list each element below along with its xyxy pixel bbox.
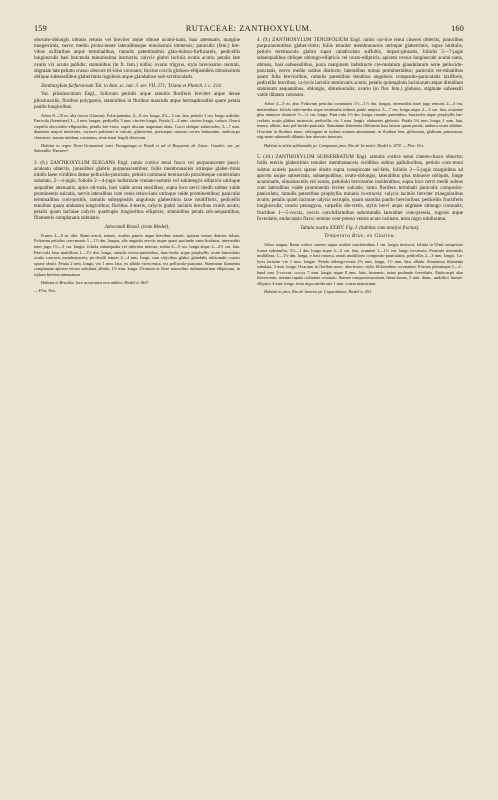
- right-text-column: [257, 37, 463, 297]
- text-paragraph: Habitat in silvis subhumidis pr. Campinam prov. Rio de Ja-neiro: Riedel n. 673! — Flor. Oct.: [264, 142, 425, 148]
- text-paragraph: 3. (8.) ZANTHOXYLUM ELEGANS Engl. ramis cortice tenui fusco vel purpurascente pauci-aculeato obtectis, junioribus glabris purpurascentibus; foliis membranaceis utrinque glaber-rimis nitidis laete viridibus dense pellucido-punctatis, petiolo communi tereiusculo proximeque conniculato subalato, 2—4-jugis; foliolis 2—4-jugis indistincte crenato-serratis vel subintegris ellipticis utrinque aequaliter attenuatis, apice ob-tusis, basi valde acuta sessilibus, supra loco nervi medii subtus valde prominentis sulcatis, nervis lateralibus cum venis reticu-latis utrinque valde prominentibus; paniculis terminalibus com-positis, ramulis suboppositis angulosis glaberrimis laxe multifloris, pedicellis tenuibus quam alabastra longioribus; floribus 4-meris, calycis glabri laciniis brevibus ovatis acutis; petalis quam laciniae calycis quadruplo longioribus ellipticis; staminibus petala sub-aequantibus, filamentis complanatis subulatis.: [34, 160, 240, 222]
- text-paragraph: 5. (10.) ZANTHOXYLUM SUBSERRATUM Engl. ramulis cortice tenui cinereo-fusco obtectis; foliis erectis glaberrimis tenuiter membranaceis viridibus subtus pallidioribus, petiolo com-muni subtus aculeis paucis sparse obsito supra conspicuate sul-fatis, foliolis 3—5-jugis marginibus ad apicem usque subserratis, subaequalibus, ovato-oblongis, lateralibus plus minusve obliquis, longe acuminatis, obtusiusculis vel acutis, petiolulo brevissimo insidentibus, supra loco nervi medii subtus cum lateralibus valde prominentis leviter sulcatis; ramo florifero terminali paniculis composito-paniculato, ramulis patentibus prophyllis minutis in-structis; calycis laciniis breviter triangularibus acutis; petalis quam laciniae calycis sextuplo, quam stamina paullo brevioribus; pedicellis fructiferis longiusculis; ovario pentagyno, carpellis dis-cretis, stylis brevi atque stigmate oblongo coronatis; fructibus 1—5-coccis, coccis conchiformibus subrotundis lateraliter com-pressis, rugosis atque foveolatis, endocarpio flavo; semine com-presso ventre acute carinato, testa nigra nitidissima.: [257, 154, 463, 222]
- text-paragraph: Var. pilosiusculum Engl., foliorum petiolis atque ramulis floriferis breviter atque dense pilosiusculis, floribus polygamis, staminibus in floribus masculis atque hermaphroditis quam petala paullo longioribus.: [34, 91, 240, 110]
- page-header: [34, 24, 464, 33]
- text-paragraph: Jaborandi Brasil. (teste Riedel).: [104, 224, 170, 231]
- text-paragraph: Frutex 2—8 m. alta. Rami erecti, tenues, aculeis paucis atque brevibus armati, apicem versus densius foliati. Foliorum petiolus com-munis 1—1½ dm. longus, alis angustis erectis usque quasi profunde cana-liculatus, internodiis inter juga 1½—2 cm. longis; foliola subaequalia vel inferiora minora, solata 4—5 cm. longa atque 2—2½ cm. lata. Pani-cula laxa multiflora 1—1½ dm. longa, ramulis erecto-patentibus, brac-teolis atque prophyllis ovato-lanceolatis acutis concavis membranaceis; pe-dicelli tenues 2—4 mm. longi, cum calycibus glabri, glandulis rubicundis crassis sparse obsiti. Petala 2 mm. longa, vix 1 mm. lata, ex albido virescentia, vix pellucido-punctata. Staminum filamenta complanata apicem versus subulata, albida, 1½ mm. longa. Ovarium in flore masculino rudimentarium ellipticum, in stylum brevem attenuatum.: [34, 232, 240, 277]
- text-paragraph: Habitat in regno Novo-Granatensi inter Fusagasuga et Pandi et ad el Boqueron de Josea: Goudot; var. pr. Sabanilla: Karsten!: [34, 142, 240, 154]
- text-paragraph: Tempetara Bras. ex Glaziou.: [324, 233, 396, 240]
- page-number-right: 160: [451, 24, 464, 33]
- text-paragraph: Arbor 3—5 m. alta. Foliorum petiolus communis 1½—1½ dm. longus, internodiis inter juga remotis 2—3 cm. metientibus; foliola inter-media atque terminalia infimis paulo majora, 5—7 cm. longa atque 2—3 cm. lata, acumine plus minusve distincte ½—⅓ cm. longo. Pani-cula 1½ dm. longa, ramulis patentibus, bracteolis atque prophyllis lan-ceolatis acutis glabris instructis, pedicellis vix 1 mm. longis, alabastris globosis. Petala 1¾ mm. longa, 1 mm. lata, tenera, albida, basi pel-lucido-punctata. Staminum filamenta filiformia basi latiora quam petala, anthera ovata albidae. Ovarium in floribus masc. oblongum in stylum acutum attenuatum, in floribus fem. globosum, glabrum, pruinosum, stig-mate subsessili dilatato late obovato truncato.: [257, 101, 463, 140]
- text-paragraph: Arbor 8—10 m. alta (secus Glaziou). Folia patentia, 4—8 cm. longa, 2½—3 cm. lata, petiolo 1 cm. longo suffulta. Panicula (foeminea) 3—4 mm. longae, pedicellis 3 mm. circiter longis. Petala 3—4 mm. circiter longa, cadaca. Ovarii carpella obovoideo-ellipsoidea, petalis bre-viora, super discum angustum alata. Cocci oblique subsessiles, 5—7 mm. diametro majori metientes, coriacei pulvinati et sulcati, glaberrimi, pericarpio carnoso cortex balsamino, endocarpo chartaceo; semen nitidum, rostratum, testa tenui fragili obtectum.: [34, 112, 240, 140]
- left-text-column: [34, 37, 240, 296]
- text-paragraph: 4. (9.) ZANTHOXYLUM TENUIFOLIUM Engl. ramis cor-tice tenui cinereo obtectis, junioribus purpurascentibus glaber-rimis; foliis tenuiter membranaceis utrinque glaberrimis, supra nitidulis, petiolo teretiusculo glabro supra canaliculato suffultis, impari-pinnatis, foliolis 5—7-jugis subaequalibus oblique oblongo-ellipticis vel ovato-ellipticis, apicem versus longiuscule acumi-natis, obtusis, basi subsessilibus, juxta marginem indistincte cre-mulatum glandularum serie pellucido-punctatis, nervo medio subtus distincte, lateralibus minus prominentibus; paniculis ter-minalibus quam folia brevioribus, ramulis patentibus tenuibus angulosis composito-paniculatis laxifloris, pedicellis brevibus; ca-lycis laciniis semiovatis acutis; petalis quintuplum laciniarum atque dimidiam staminum aequantibus, oblongis, obtusiusculis; ovario (in flor. fem.) globoso, stigmate subsessili valde dilatato coronato.: [257, 37, 463, 99]
- text-paragraph: Habitat in Brasilia, loco accuratius non addito: Riedel n. 661!: [41, 279, 149, 285]
- text-paragraph: obovato-oblongis obtusis retusis vel breviter atque obtuse acumi-natis, basi attenuatis, margine integerrimis, nervo medio promi-nente lateralibusque tenuissimis immersis; paniculis (fem.) bre-vibus axillaribus atque terminalibus, ramulis patentissimis glan-duloso-furfuraceis, pedicellis longiusculis basi bracteola minutissima instructis; calycis globri laciniis ovatis acutis; petalis late ovatis vix acutis pallidis; staminibus (in fl. fem.) nullis; ovario trigyno, stylo brevissimo centrali, stigmate late peltato crasso obscure tri-lobo coronato; fructus coccis globoso-ellipsoideis obtusissimis oblique subsessilibus glaberrimis rugulosis atque glanduloso-sub-scrobiculatis.: [34, 37, 240, 80]
- text-paragraph: Habitat in prov. Rio de Janeiro pr. Copacabana: Riedel n. 451.: [264, 289, 373, 294]
- page-number-left: 159: [34, 24, 47, 33]
- text-paragraph: Arbor magna. Rami cortice cinereo atque aculeis conifarmibus 1 cm. longis instructi; folinla in Ulmi campestris forma subsimilia, 3½—1 dm. longa atque 4—5 cm. lata, acumine 1—1½ cm. longo in-structa. Panicula terminalis multiflora, 1—1½ dm. longa, e basi ramosa, ramis multifloris composito-paniculatis, pedicellis 2—3 mm. longis. Ca-lycis laciniae vix 1 mm. longae. Petala oblongo-ovata 2½ mm. longa, 1½ mm. lata, albida. Staminum filamenta subulata, 3 mm. longa. Ovarium in floribus masc. abortivum, stylis filiformibus coronatum. Fructus plerumque 1—2-, haud raro 3-coccus, coccis 7 mm. longis atque 8 mm. latis, brunneis, extus profunde foveolatis. Endocarpii alae flavescente, semine rapula coloratae coronato. Semen compressiusculum, hemi-forme, 5 mm. diam., umbilico lineari-elliptico 4 mm. longo, testa nigra nitida atra 1 mm. crassa instructum.: [257, 242, 463, 286]
- running-title: RUTACEAE: ZANTHOXYLUM.: [185, 24, 313, 33]
- text-paragraph: Tabula nostra XXXIV. Fig. I. (habitus cum analysi fructus).: [300, 224, 420, 231]
- text-paragraph: Zanthoxylum furfuraceum Tul. in Ann. sc. nat. 3. ser. VII. 271; Triana et Planch. l. c. 314.: [41, 82, 222, 89]
- text-paragraph: — Flor. Nov.: [34, 288, 56, 294]
